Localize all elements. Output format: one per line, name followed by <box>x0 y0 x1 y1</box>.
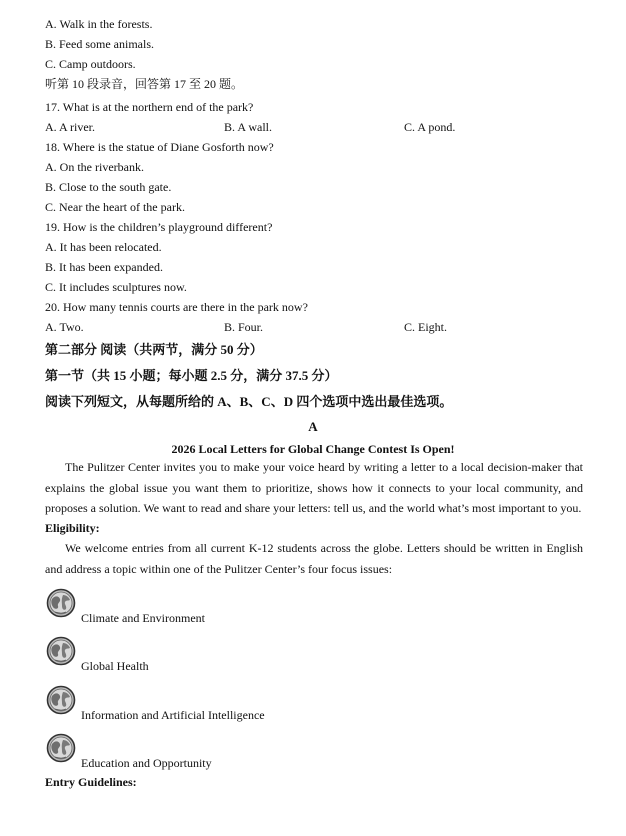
entry-guidelines-heading: Entry Guidelines: <box>45 775 137 789</box>
focus-issue-label: Education and Opportunity <box>81 756 212 770</box>
eligibility-heading: Eligibility: <box>45 521 100 535</box>
intro-text: The Pulitzer Center invites you to make your voice heard by writing a letter to a local decision-maker that explains the global issue you want them to prioritize, shows how it connects to your local community, and proposes a solution. We want to read and share your letters: tell us, and the world what’s most important to you. <box>45 460 583 515</box>
question-18: 18. Where is the statue of Diane Gosforth now? <box>45 140 274 154</box>
q17-option-a: A. A river. <box>45 120 95 134</box>
listening-instruction: 听第 10 段录音，回答第 17 至 20 题。 <box>45 77 244 91</box>
part-two-heading: 第二部分 阅读（共两节，满分 50 分） <box>45 342 263 357</box>
globe-icon <box>46 733 76 763</box>
q20-option-c: C. Eight. <box>404 320 448 334</box>
question-17: 17. What is at the northern end of the park? <box>45 100 254 114</box>
q19-option-a: A. It has been relocated. <box>45 240 162 254</box>
question-19: 19. How is the children’s playground different? <box>45 220 273 234</box>
option-line: A. Walk in the forests. <box>45 17 153 31</box>
section-one-heading: 第一节（共 15 小题；每小题 2.5 分，满分 37.5 分） <box>45 368 338 383</box>
intro-paragraph <box>45 457 583 519</box>
option-line: B. Feed some animals. <box>45 37 154 51</box>
q18-option-b: B. Close to the south gate. <box>45 180 172 194</box>
globe-icon <box>46 685 76 715</box>
eligibility-paragraph <box>45 538 583 579</box>
q17-option-c: C. A pond. <box>404 120 456 134</box>
focus-issue-label: Information and Artificial Intelligence <box>81 708 265 722</box>
q19-option-c: C. It includes sculptures now. <box>45 280 187 294</box>
focus-issue-label: Climate and Environment <box>81 611 205 625</box>
focus-issue-label: Global Health <box>81 659 149 673</box>
passage-letter: A <box>308 419 318 434</box>
q17-option-b: B. A wall. <box>224 120 273 134</box>
passage-title: 2026 Local Letters for Global Change Contest Is Open! <box>171 442 455 456</box>
q20-option-b: B. Four. <box>224 320 264 334</box>
q18-option-a: A. On the riverbank. <box>45 160 144 174</box>
q19-option-b: B. It has been expanded. <box>45 260 163 274</box>
option-line: C. Camp outdoors. <box>45 57 136 71</box>
eligibility-text: We welcome entries from all current K-12 students across the globe. Letters should be written in English and address a topic within one of the Pulitzer Center’s four focus issues: <box>45 541 583 576</box>
q20-option-a: A. Two. <box>45 320 84 334</box>
question-20: 20. How many tennis courts are there in the park now? <box>45 300 308 314</box>
globe-icon <box>46 636 76 666</box>
q18-option-c: C. Near the heart of the park. <box>45 200 185 214</box>
globe-icon <box>46 588 76 618</box>
reading-instruction: 阅读下列短文，从每题所给的 A、B、C、D 四个选项中选出最佳选项。 <box>45 394 453 409</box>
